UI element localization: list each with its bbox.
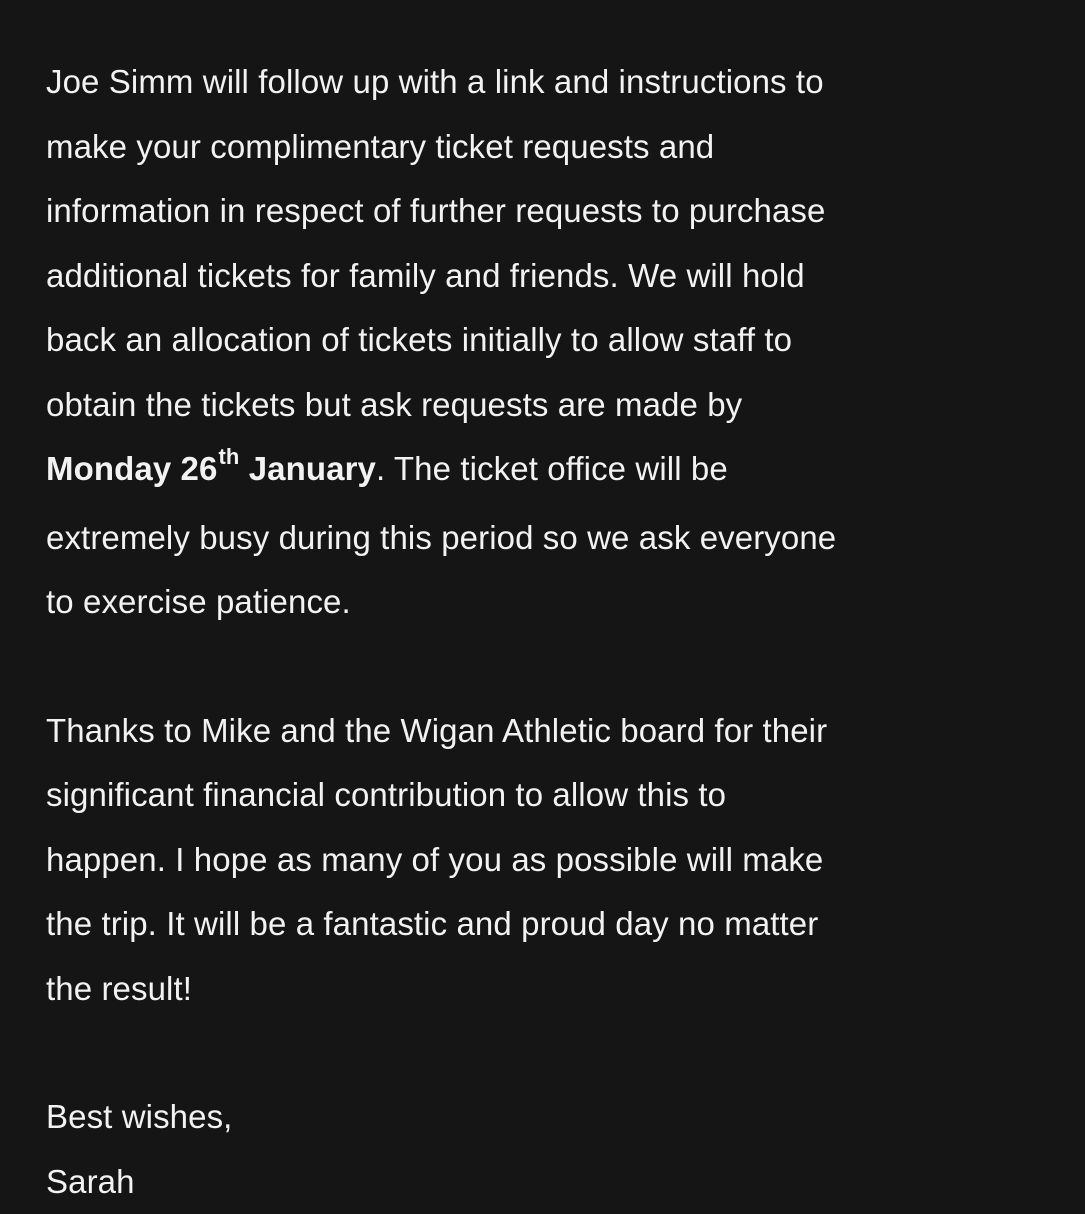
paragraph-spacer <box>46 1021 1039 1085</box>
text-line: make your complimentary ticket requests and <box>46 115 1039 180</box>
text-line: the result! <box>46 957 1039 1022</box>
text-line: back an allocation of tickets initially to allow staff to <box>46 308 1039 373</box>
text-line: Thanks to Mike and the Wigan Athletic board for their <box>46 699 1039 764</box>
text-line: happen. I hope as many of you as possible will make <box>46 828 1039 893</box>
paragraph-ticket-instructions <box>46 50 1039 635</box>
text-line: extremely busy during this period so we ask everyone <box>46 506 1039 571</box>
date-ordinal-suffix: th <box>218 444 239 469</box>
text-line: the trip. It will be a fantastic and proud day no matter <box>46 892 1039 957</box>
deadline-date: Monday 26 <box>46 450 217 487</box>
signoff-closing: Best wishes, <box>46 1085 1039 1150</box>
text-line: information in respect of further requests to purchase <box>46 179 1039 244</box>
deadline-line <box>46 437 1039 506</box>
text-fragment: . The ticket office will be <box>376 450 728 487</box>
paragraph-spacer <box>46 635 1039 699</box>
text-line: to exercise patience. <box>46 570 1039 635</box>
paragraph-thanks <box>46 699 1039 1022</box>
signoff-name: Sarah <box>46 1150 1039 1214</box>
signoff <box>46 1085 1039 1214</box>
deadline-month: January <box>249 450 376 487</box>
text-line: additional tickets for family and friends. We will hold <box>46 244 1039 309</box>
text-line: Joe Simm will follow up with a link and instructions to <box>46 50 1039 115</box>
text-line: obtain the tickets but ask requests are made by <box>46 373 1039 438</box>
text-line: significant financial contribution to allow this to <box>46 763 1039 828</box>
